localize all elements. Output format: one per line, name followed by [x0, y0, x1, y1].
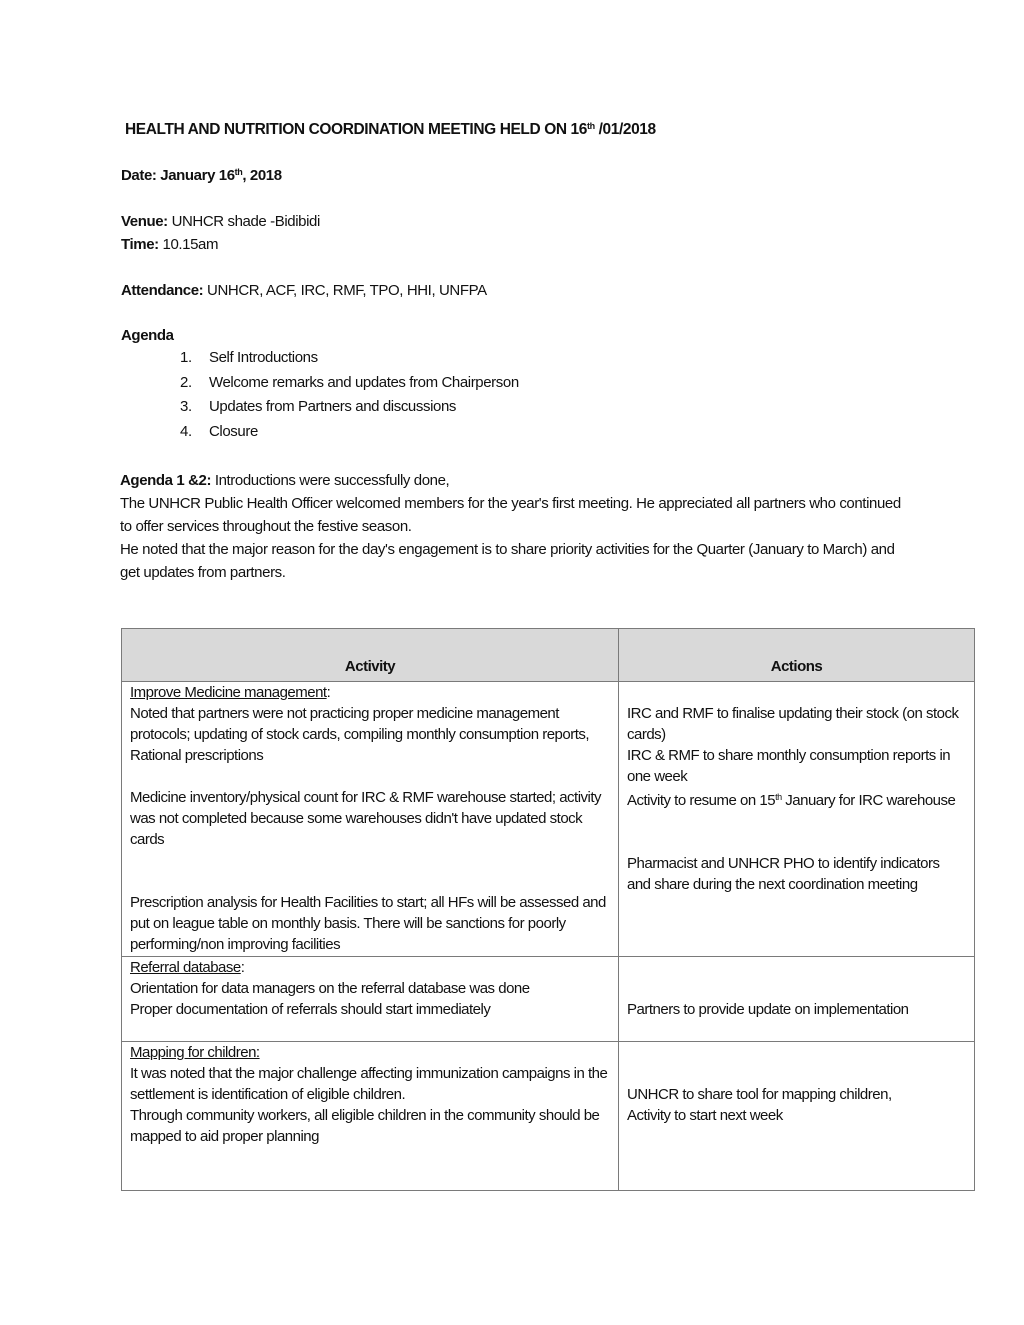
activity-cell	[122, 957, 619, 1042]
table-row	[122, 682, 975, 957]
agenda-item	[180, 398, 519, 423]
activity-text: It was noted that the major challenge affecting immunization campaigns in the settlement is identification of eligible children.	[130, 1065, 608, 1103]
row-heading-suffix: :	[240, 959, 245, 976]
time-line	[121, 236, 218, 253]
table-header-row	[122, 629, 975, 682]
venue-line	[121, 213, 320, 230]
action-text-suffix: January for IRC warehouse	[781, 792, 956, 809]
agenda-1-2-section	[120, 469, 910, 584]
agenda-heading: Agenda	[121, 327, 174, 344]
agenda-item-number: 1.	[180, 349, 192, 366]
date-sup: th	[234, 167, 243, 177]
title-sup: th	[587, 121, 595, 131]
attendance-line	[121, 282, 487, 299]
activity-text: Through community workers, all eligible children in the community should be mapped to aid proper planning	[130, 1107, 600, 1145]
row-heading	[130, 1042, 610, 1063]
title-text: HEALTH AND NUTRITION COORDINATION MEETING HELD ON 16	[125, 121, 587, 138]
time-value: 10.15am	[158, 236, 219, 253]
actions-header: Actions	[619, 629, 975, 682]
action-text	[627, 787, 966, 811]
action-text: UNHCR to share tool for mapping children,	[627, 1086, 892, 1103]
page-title	[125, 121, 656, 139]
action-text: IRC and RMF to finalise updating their stock (on stock cards)	[627, 705, 959, 743]
activity-text: Prescription analysis for Health Facilities to start; all HFs will be assessed and put on league table on monthly basis. There will be sanctions for poorly performing/non improving facilities	[130, 894, 606, 953]
activity-actions-table	[121, 628, 975, 1191]
action-text-prefix: Activity to resume on 15	[627, 792, 776, 809]
agenda-item-number: 4.	[180, 422, 192, 440]
venue-value: UNHCR shade -Bidibidi	[167, 213, 320, 230]
agenda-item-text: Self Introductions	[209, 349, 318, 366]
agenda-item	[180, 349, 519, 374]
meeting-date	[121, 167, 282, 184]
venue-label: Venue:	[121, 213, 168, 230]
agenda-item-number: 2.	[180, 373, 192, 391]
actions-cell	[619, 1042, 975, 1191]
action-text: Activity to start next week	[627, 1107, 783, 1124]
agenda-1-2-line	[120, 469, 910, 492]
attendance-value: UNHCR, ACF, IRC, RMF, TPO, HHI, UNFPA	[203, 282, 487, 299]
activity-text: Proper documentation of referrals should start immediately	[130, 1001, 491, 1018]
row-heading-suffix: :	[326, 684, 331, 701]
agenda-item	[180, 423, 519, 448]
welcome-paragraph: The UNHCR Public Health Officer welcomed members for the year's first meeting. He appreciated all partners who continued to offer services throughout the festive season.	[120, 495, 901, 535]
activity-cell	[122, 682, 619, 957]
table-row	[122, 957, 975, 1042]
row-heading-text: Improve Medicine management	[130, 684, 327, 701]
row-heading-text: Referral database	[130, 959, 241, 976]
agenda-item-text: Closure	[209, 422, 258, 440]
row-heading	[130, 957, 610, 978]
purpose-paragraph: He noted that the major reason for the day's engagement is to share priority activities for the Quarter (January to March) and get updates from partners.	[120, 541, 895, 581]
date-suffix: , 2018	[242, 167, 282, 184]
agenda-item-text: Updates from Partners and discussions	[209, 398, 456, 415]
row-heading	[130, 682, 610, 703]
action-text: IRC & RMF to share monthly consumption reports in one week	[627, 747, 951, 785]
attendance-label: Attendance:	[121, 282, 204, 299]
activity-cell	[122, 1042, 619, 1191]
agenda-item-text: Welcome remarks and updates from Chairperson	[209, 373, 519, 391]
agenda-item-number: 3.	[180, 398, 192, 415]
agenda-1-2-text: Introductions were successfully done,	[211, 472, 450, 489]
action-text: Partners to provide update on implementation	[627, 1001, 909, 1018]
agenda-item	[180, 374, 519, 399]
activity-text: Noted that partners were not practicing proper medicine management protocols; updating of stock cards, compiling monthly consumption reports, Rational prescriptions	[130, 705, 590, 764]
title-suffix: /01/2018	[594, 121, 656, 138]
agenda-1-2-label: Agenda 1 &2:	[120, 472, 212, 489]
action-text: Pharmacist and UNHCR PHO to identify indicators and share during the next coordination meeting	[627, 855, 940, 893]
time-label: Time:	[121, 236, 159, 253]
actions-cell	[619, 957, 975, 1042]
action-text-sup: th	[775, 792, 782, 802]
activity-text: Medicine inventory/physical count for IRC & RMF warehouse started; activity was not completed because some warehouses didn't have updated stock cards	[130, 789, 602, 848]
agenda-list	[180, 349, 519, 447]
row-heading-text: Mapping for children:	[130, 1044, 260, 1061]
table-row	[122, 1042, 975, 1191]
activity-text: Orientation for data managers on the referral database was done	[130, 980, 530, 997]
actions-cell	[619, 682, 975, 957]
date-label: Date: January 16	[121, 167, 235, 184]
activity-header: Activity	[122, 629, 619, 682]
